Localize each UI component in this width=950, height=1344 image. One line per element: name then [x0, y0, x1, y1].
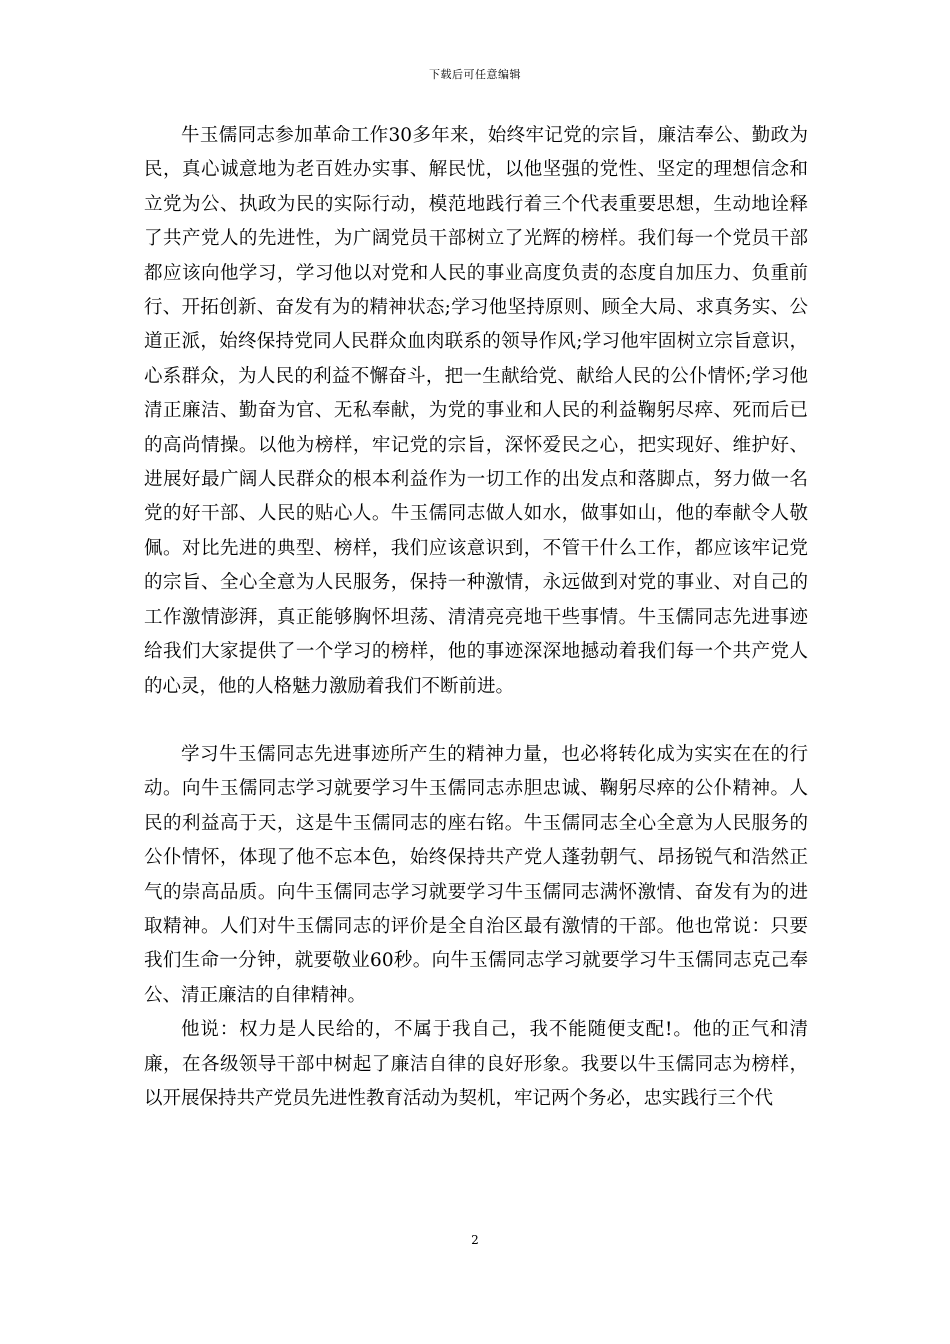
paragraph-3: 他说：权力是人民给的，不属于我自己，我不能随便支配!。他的正气和清廉，在各级领导干部中树起了廉洁自律的良好形象。我要以牛玉儒同志为榜样，以开展保持共产党员先进性教育活动为契机，牢记两个务必，忠实践行三个代	[144, 1019, 808, 1109]
paragraph-1: 牛玉儒同志参加革命工作30多年来，始终牢记党的宗旨，廉洁奉公、勤政为民，真心诚意地为老百姓办实事、解民忧，以他坚强的党性、坚定的理想信念和立党为公、执政为民的实际行动，模范地践行着三个代表重要思想，生动地诠释了共产党人的先进性，为广阔党员干部树立了光辉的榜样。我们每一个党员干部都应该向他学习，学习他以对党和人民的事业高度负责的态度自加压力、负重前行、开拓创新、奋发有为的精神状态;学习他坚持原则、顾全大局、求真务实、公道正派，始终保持党同人民群众血肉联系的领导作风;学习他牢固树立宗旨意识，心系群众，为人民的利益不懈奋斗，把一生献给党、献给人民的公仆情怀;学习他清正廉洁、勤奋为官、无私奉献，为党的事业和人民的利益鞠躬尽瘁、死而后已的高尚情操。以他为榜样，牢记党的宗旨，深怀爱民之心，把实现好、维护好、进展好最广阔人民群众的根本利益作为一切工作的出发点和落脚点，努力做一名党的好干部、人民的贴心人。牛玉儒同志做人如水，做事如山，他的奉献令人敬佩。对比先进的典型、榜样，我们应该意识到，不管干什么工作，都应该牢记党的宗旨、全心全意为人民服务，保持一种激情，永远做到对党的事业、对自己的工作激情澎湃，真正能够胸怀坦荡、清清亮亮地干些事情。牛玉儒同志先进事迹给我们大家提供了一个学习的榜样，他的事迹深深地撼动着我们每一个共产党人的心灵，他的人格魅力激励着我们不断前进。	[144, 125, 808, 697]
document-body	[144, 119, 808, 1116]
page-header: 下载后可任意编辑	[429, 68, 521, 81]
paragraph-2: 学习牛玉儒同志先进事迹所产生的精神力量，也必将转化成为实实在在的行动。向牛玉儒同志学习就要学习牛玉儒同志赤胆忠诚、鞠躬尽瘁的公仆精神。人民的利益高于天，这是牛玉儒同志的座右铭。牛玉儒同志全心全意为人民服务的公仆情怀，体现了他不忘本色，始终保持共产党人蓬勃朝气、昂扬锐气和浩然正气的崇高品质。向牛玉儒同志学习就要学习牛玉儒同志满怀激情、奋发有为的进取精神。人们对牛玉儒同志的评价是全自治区最有激情的干部。他也常说：只要我们生命一分钟，就要敬业60秒。向牛玉儒同志学习就要学习牛玉儒同志克己奉公、清正廉洁的自律精神。	[144, 743, 808, 1006]
page-number: 2	[471, 1233, 479, 1247]
